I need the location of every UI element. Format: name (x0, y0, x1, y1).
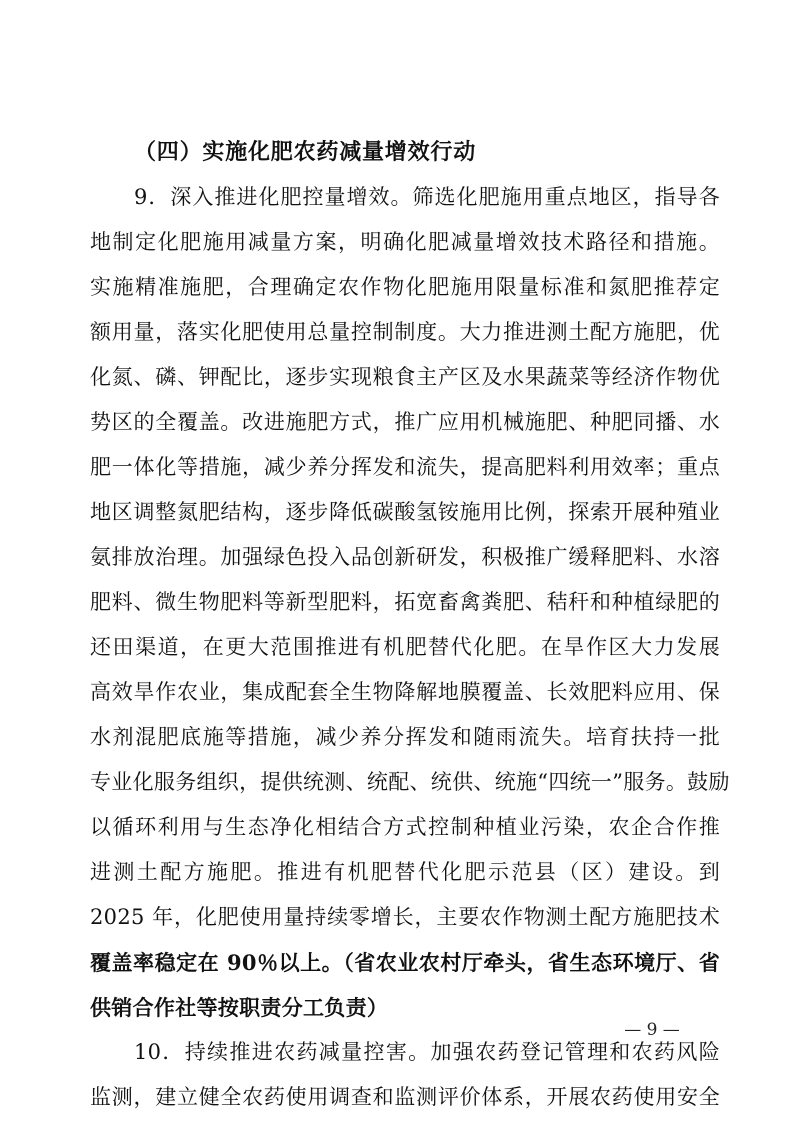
paragraph-line: 高效旱作农业，集成配套全生物降解地膜覆盖、长效肥料应用、保 (90, 680, 720, 704)
paragraph-line: 地制定化肥施用减量方案，明确化肥减量增效技术路径和措施。 (90, 230, 720, 254)
paragraph-line: 以循环利用与生态净化相结合方式控制种植业污染，农企合作推 (90, 815, 720, 839)
paragraph-line: 专业化服务组织，提供统测、统配、统供、统施“四统一”服务。鼓励 (90, 770, 730, 794)
paragraph-line: 水剂混肥底施等措施，减少养分挥发和随雨流失。培育扶持一批 (90, 725, 720, 749)
paragraph-9 (90, 175, 730, 1030)
paragraph-line: 肥料、微生物肥料等新型肥料，拓宽畜禽粪肥、秸秆和种植绿肥的 (90, 590, 720, 614)
paragraph-line: 化氮、磷、钾配比，逐步实现粮食主产区及水果蔬菜等经济作物优 (90, 365, 720, 389)
paragraph-line: 10．持续推进农药减量控害。加强农药登记管理和农药风险 (134, 1040, 720, 1064)
paragraph-10 (90, 1030, 720, 1120)
paragraph-line: 监测，建立健全农药使用调查和监测评价体系，开展农药使用安全 (90, 1085, 720, 1109)
paragraph-line: 还田渠道，在更大范围推进有机肥替代化肥。在旱作区大力发展 (90, 635, 720, 659)
paragraph-line: 肥一体化等措施，减少养分挥发和流失，提高肥料利用效率；重点 (90, 455, 720, 479)
page-number: — 9 — (624, 1020, 680, 1040)
body-text (90, 130, 730, 1120)
section-heading: （四）实施化肥农药减量增效行动 (134, 139, 477, 165)
paragraph-line: 9．深入推进化肥控量增效。筛选化肥施用重点地区，指导各 (134, 185, 720, 209)
paragraph-line: 实施精准施肥，合理确定农作物化肥施用限量标准和氮肥推荐定 (90, 275, 720, 299)
paragraph-line: 氨排放治理。加强绿色投入品创新研发，积极推广缓释肥料、水溶 (90, 545, 720, 569)
paragraph-line: 2025 年，化肥使用量持续零增长，主要农作物测土配方施肥技术 (90, 905, 720, 929)
paragraph-line: 地区调整氮肥结构，逐步降低碳酸氢铵施用比例，探索开展种殖业 (90, 500, 720, 524)
paragraph-line: 势区的全覆盖。改进施肥方式，推广应用机械施肥、种肥同播、水 (90, 410, 720, 434)
paragraph-line: 额用量，落实化肥使用总量控制制度。大力推进测土配方施肥，优 (90, 320, 720, 344)
paragraph-line: 进测土配方施肥。推进有机肥替代化肥示范县（区）建设。到 (90, 860, 720, 884)
paragraph-emphasis-line: 覆盖率稳定在 90％以上。（省农业农村厅牵头，省生态环境厅、省 (90, 950, 720, 975)
paragraph-emphasis-line: 供销合作社等按职责分工负责） (90, 995, 389, 1020)
